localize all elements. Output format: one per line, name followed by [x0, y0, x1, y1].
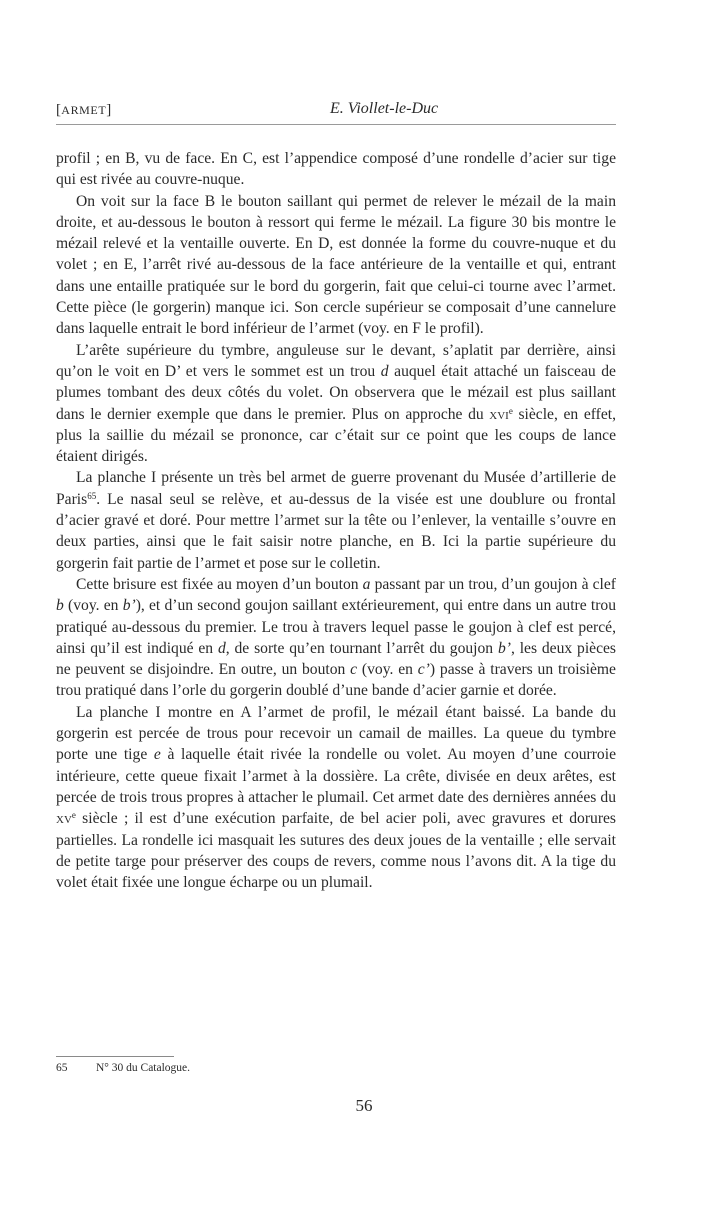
text-run: siècle, en effet, plus la saillie du mézail se prononce, car c’était sur ce point que les coups de lance étaient dirigés.	[56, 405, 616, 466]
footnote-text: N° 30 du Catalogue.	[96, 1062, 191, 1074]
italic-reference: e	[153, 746, 161, 764]
text-run: auquel était attaché un faisceau de plumes tombant des deux côtés du volet. On observera que le mézail est plus saillant dans le dernier exemple que dans le premier. Plus on approche du	[56, 362, 616, 423]
text-run: La planche I montre en A l’armet de profil, le mézail étant baissé. La bande du gorgerin est percée de trous pour recevoir un camail de mailles. La queue du tymbre porte une tige	[56, 703, 616, 764]
running-head-author: E. Viollet-le-Duc	[330, 100, 439, 117]
text-run: profil ; en B, vu de face. En C, est l’appendice composé d’une rondelle d’acier sur tige qui est rivée au couvre-nuque.	[56, 150, 616, 189]
italic-reference: c	[350, 661, 358, 679]
text-run: ) passe à travers un troisième trou pratiqué dans l’orle du gorgerin doublé d’une bande d’acier garnie et dorée.	[56, 661, 616, 700]
text-run: (voy. en	[357, 661, 418, 679]
text-run: à laquelle était rivée la rondelle ou volet. Au moyen d’une courroie intérieure, cette queue fixait l’armet à la dossière. La crête, divisée en deux arêtes, est percée de trois trous propres à attacher le plumail. Cet armet date des dernières années du	[56, 746, 616, 806]
paragraph	[56, 340, 616, 468]
italic-reference: b’	[497, 639, 511, 657]
header-rule	[56, 124, 616, 125]
text-run: passant par un trou, d’un goujon à clef	[370, 575, 616, 593]
superscript: e	[71, 810, 76, 821]
text-run: (voy. en	[63, 597, 123, 615]
body-text	[56, 148, 616, 893]
superscript: e	[508, 405, 513, 416]
text-run: ), et d’un second goujon saillant extérieurement, qui entre dans un autre trou pratiqué au-dessous du premier. Le trou à travers lequel passe le goujon à clef est percé, ainsi qu’il est indiqué en	[56, 597, 617, 657]
italic-reference: a	[362, 575, 371, 593]
text-run: , de sorte qu’en tournant l’arrêt du goujon	[225, 639, 498, 657]
footnote	[56, 1062, 190, 1074]
century-numeral: xvi	[489, 405, 509, 423]
paragraph	[56, 702, 616, 894]
paragraph	[56, 148, 616, 191]
paragraph	[56, 191, 616, 340]
century-numeral: xv	[56, 810, 72, 828]
italic-reference: b	[56, 597, 64, 615]
text-run: Cette brisure est fixée au moyen d’un bouton	[76, 575, 363, 593]
text-run: . Le nasal seul se relève, et au-dessus de la visée est une doublure ou frontal d’acier gravé et doré. Pour mettre l’armet sur la tête ou l’enlever, la ventaille s’ouvre en deux parties, ainsi que le fait saisir notre planche, en B. Ici la partie supérieure du gorgerin fait partie de l’armet et pose sur le colletin.	[56, 490, 616, 572]
text-run: L’arête supérieure du tymbre, anguleuse sur le devant, s’aplatit par derrière, ainsi qu’on le voit en D’ et vers le sommet est un trou	[56, 341, 616, 380]
footnote-number: 65	[56, 1062, 68, 1074]
running-head	[56, 100, 616, 122]
running-head-section: [ARMET]	[56, 102, 112, 118]
footnote-rule	[56, 1056, 174, 1057]
text-run: On voit sur la face B le bouton saillant qui permet de relever le mézail de la main droite, et au-dessous le bouton à ressort qui ferme le mézail. La figure 30 bis montre le mézail relevé et la ventaille ouverte. En D, est donnée la forme du couvre-nuque et du volet ; en E, l’arrêt rivé au-dessous de la face antérieure de la ventaille et qui, entrant dans une entaille pratiquée sur le bord du gorgerin, fait que celui-ci tourne avec l’armet. Cette pièce (le gorgerin) manque ici. Son cercle supérieur se composait d’une cannelure dans laquelle entrait le bord inférieur de l’armet (voy. en F le profil).	[56, 192, 616, 338]
text-run: La planche I présente un très bel armet de guerre provenant du Musée d’artillerie de Paris	[56, 469, 616, 508]
paragraph	[56, 467, 616, 573]
italic-reference: b’	[122, 597, 136, 615]
text-run: siècle ; il est d’une exécution parfaite, de bel acier poli, avec gravures et dorures partielles. La rondelle ici masquait les sutures des deux joues de la ventaille ; elle servait de petite targe pour préserver des coups de revers, comme nous l’avons dit. A la tige du volet était fixée une longue écharpe ou un plumail.	[56, 810, 616, 892]
paragraph	[56, 574, 616, 702]
page-number: 56	[355, 1096, 373, 1115]
italic-reference: c’	[417, 661, 430, 679]
section-label: ARMET	[61, 103, 107, 117]
superscript: 65	[87, 490, 97, 501]
text-run: , les deux pièces ne peuvent se disjoindre. En outre, un bouton	[56, 639, 616, 679]
italic-reference: d	[380, 362, 389, 380]
italic-reference: d	[217, 639, 226, 657]
